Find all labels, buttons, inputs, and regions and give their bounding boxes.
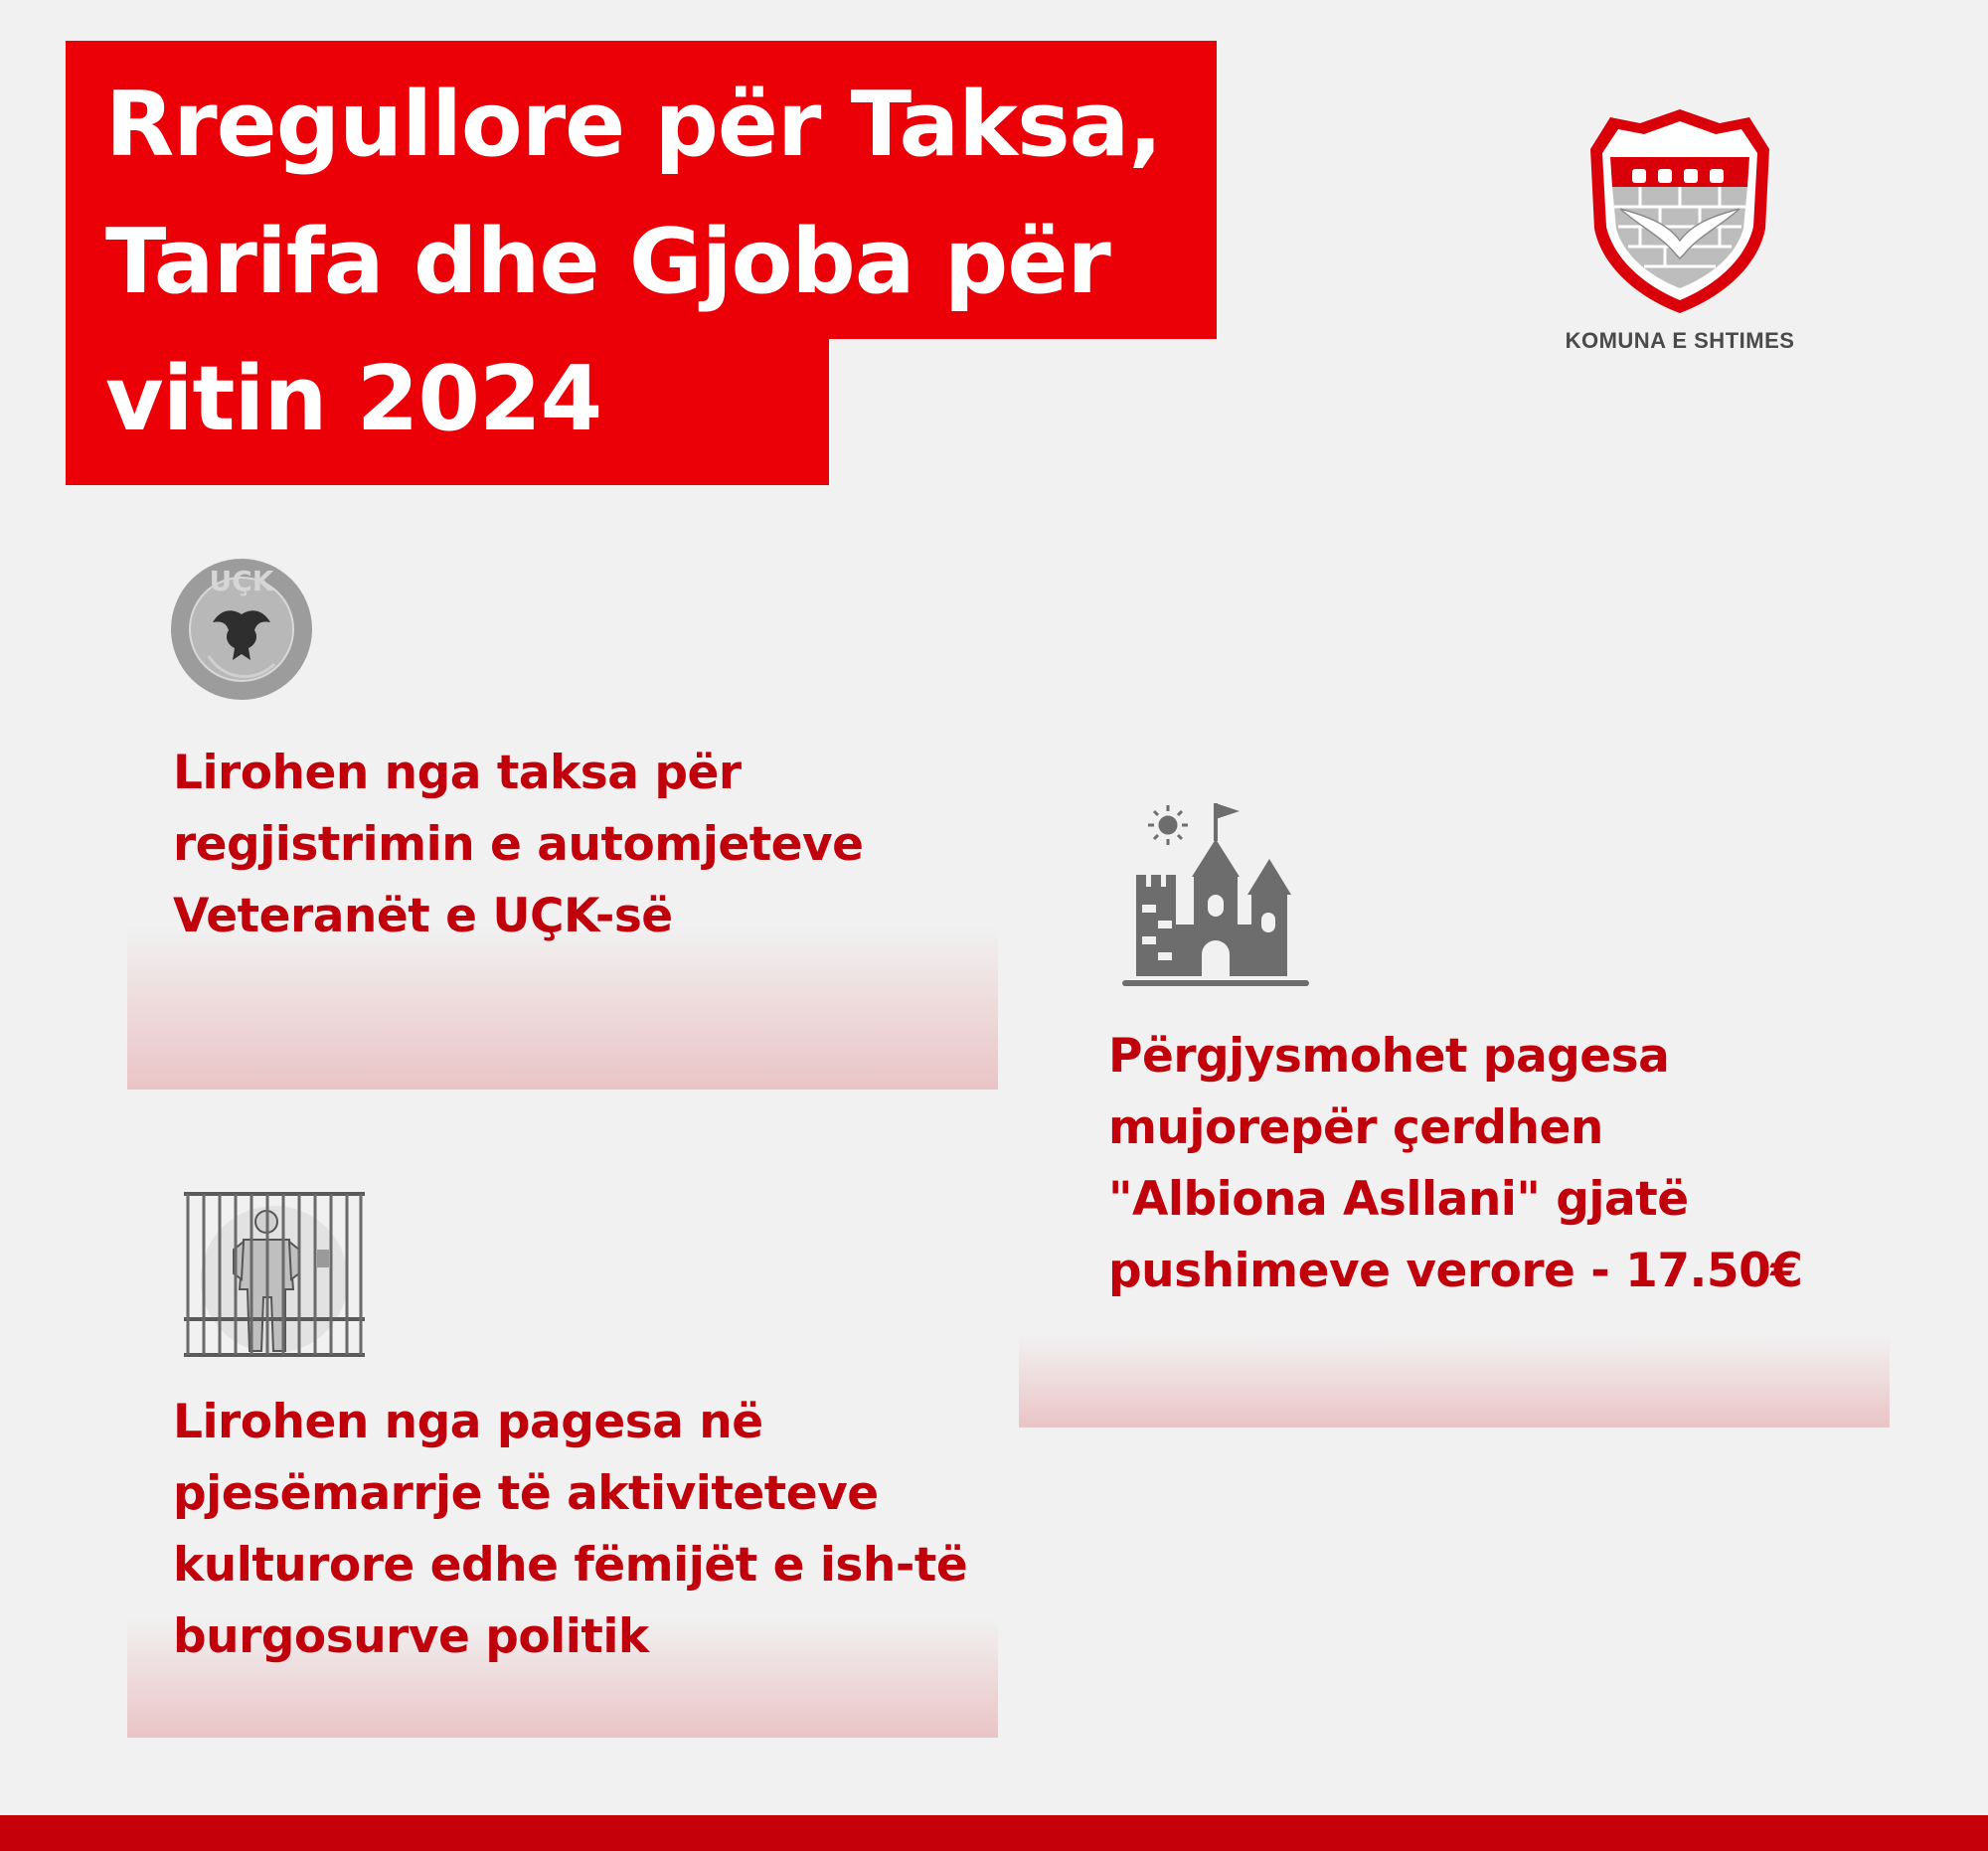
text-line: kulturore edhe fëmijët e ish-të (173, 1538, 968, 1593)
text-line: Përgjysmohet pagesa (1108, 1029, 1670, 1084)
text-line: burgosurve politik (173, 1609, 649, 1664)
page-title-line-1: Rregullore për Taksa, (105, 73, 1162, 177)
castle-icon (1118, 795, 1312, 994)
page-title-line-3: vitin 2024 (105, 347, 602, 451)
text-line: Lirohen nga taksa për (173, 746, 742, 800)
text-line: "Albiona Asllani" gjatë (1108, 1172, 1689, 1227)
text-line: pushimeve verore - 17.50€ (1108, 1244, 1803, 1298)
text-line: Lirohen nga pagesa në (173, 1395, 763, 1449)
page-title-line-2: Tarifa dhe Gjoba për (105, 210, 1110, 314)
svg-text:UÇK: UÇK (209, 565, 274, 597)
uck-emblem-icon (169, 557, 314, 702)
veterans-exemption-text (173, 738, 1048, 952)
text-line: pjesëmarrje të aktiviteteve (173, 1466, 879, 1521)
kindergarten-payment-text (1108, 1021, 1943, 1307)
political-prisoners-exemption-text (173, 1387, 1028, 1673)
text-line: regjistrimin e automjeteve (173, 817, 864, 872)
text-line: mujorepër çerdhen (1108, 1100, 1603, 1155)
logo-caption: KOMUNA E SHTIMES (1565, 328, 1795, 353)
municipality-coat-of-arms-icon (1580, 109, 1779, 313)
footer-bar (0, 1815, 1988, 1851)
text-line: Veteranët e UÇK-së (173, 889, 673, 943)
prisoner-icon (182, 1190, 367, 1359)
